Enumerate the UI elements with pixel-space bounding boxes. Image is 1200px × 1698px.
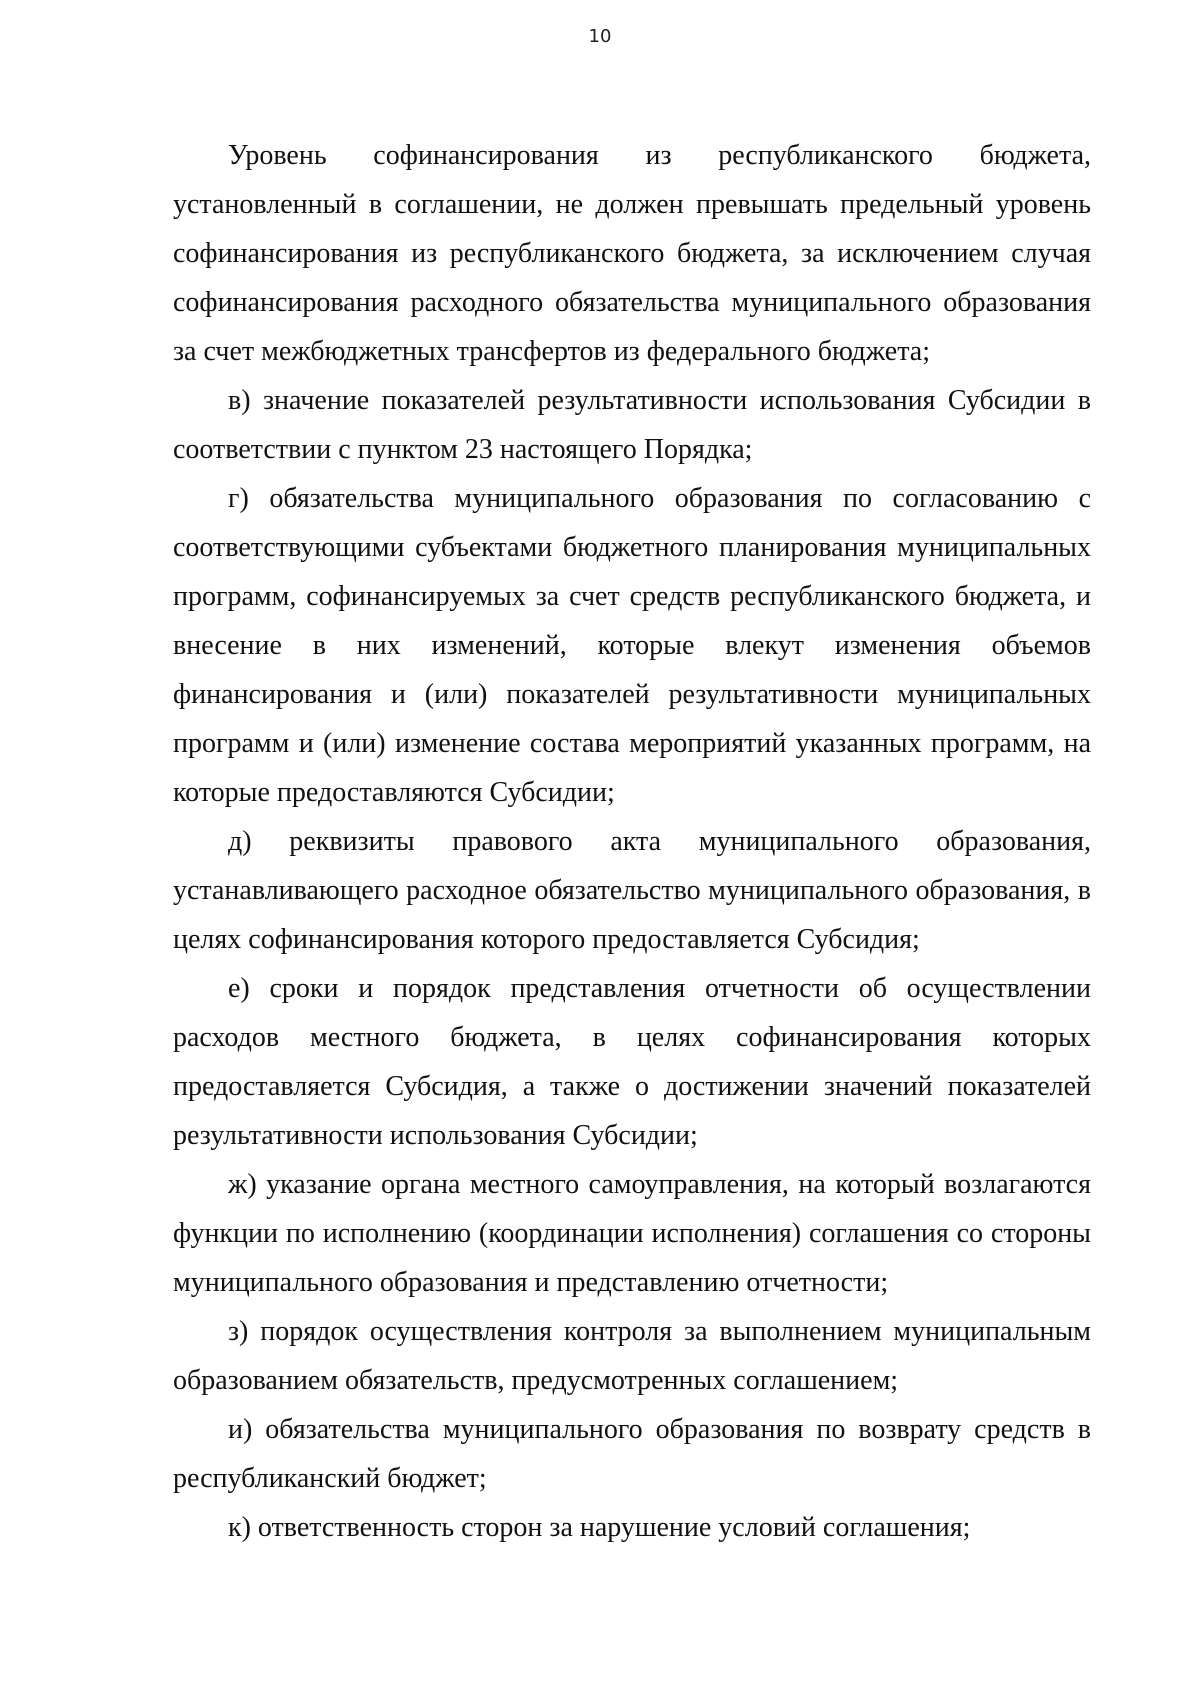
paragraph-cofinancing-level: Уровень софинансирования из республиканского бюджета, установленный в соглашении, не должен превышать предельный уровень софинансирования из республиканского бюджета, за исключением случая софинансирования расходного обязательства муниципального образования за счет межбюджетных трансфертов из федерального бюджета; bbox=[173, 140, 1091, 367]
paragraph-item-g: г) обязательства муниципального образования по согласованию с соответствующими субъектами бюджетного планирования муниципальных программ, софинансируемых за счет средств республиканского бюджета, и внесение в них изменений, которые влекут изменения объемов финансирования и (или) показателей результативности муниципальных программ и (или) изменение состава мероприятий указанных программ, на которые предоставляются Субсидии; bbox=[173, 483, 1091, 808]
paragraph-item-e: е) сроки и порядок представления отчетности об осуществлении расходов местного бюджета, в целях софинансирования которых предоставляется Субсидия, а также о достижении значений показателей результативности использования Субсидии; bbox=[173, 973, 1091, 1151]
paragraph-item-v: в) значение показателей результативности использования Субсидии в соответствии с пунктом 23 настоящего Порядка; bbox=[173, 385, 1091, 465]
paragraph-item-z: з) порядок осуществления контроля за выполнением муниципальным образованием обязательств, предусмотренных соглашением; bbox=[173, 1316, 1091, 1396]
paragraph-item-k: к) ответственность сторон за нарушение условий соглашения; bbox=[228, 1512, 971, 1543]
paragraph-item-d: д) реквизиты правового акта муниципального образования, устанавливающего расходное обязательство муниципального образования, в целях софинансирования которого предоставляется Субсидия; bbox=[173, 826, 1091, 955]
paragraph-item-zh: ж) указание органа местного самоуправления, на который возлагаются функции по исполнению (координации исполнения) соглашения со стороны муниципального образования и представлению отчетности; bbox=[173, 1169, 1091, 1298]
page-number: 10 bbox=[588, 26, 612, 47]
paragraph-item-i: и) обязательства муниципального образования по возврату средств в республиканский бюджет; bbox=[173, 1414, 1091, 1494]
document-body bbox=[173, 131, 1091, 1552]
